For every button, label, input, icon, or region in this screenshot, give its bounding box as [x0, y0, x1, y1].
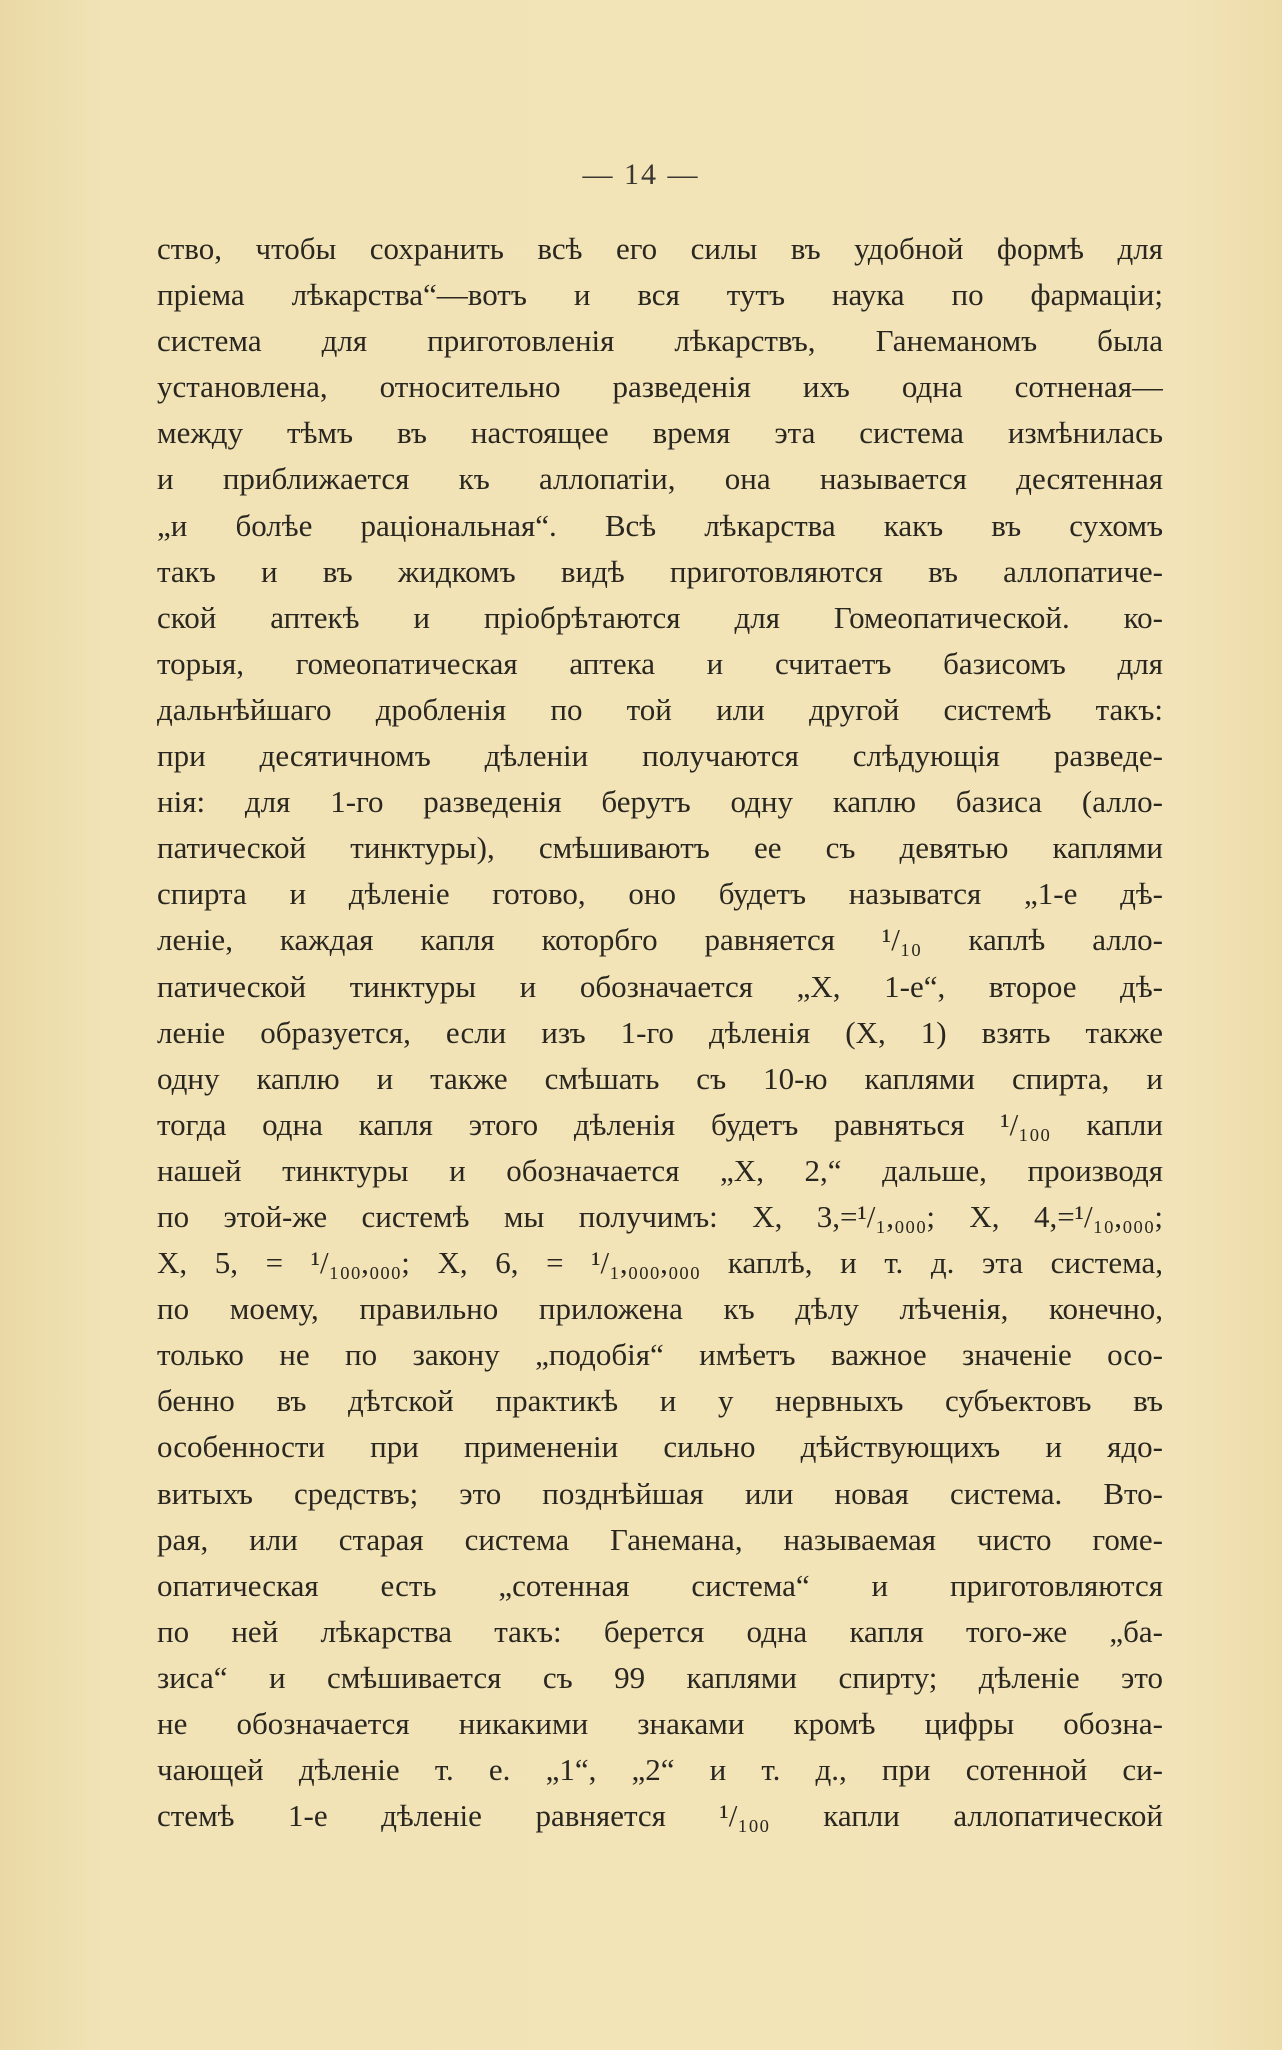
text-line: по ней лѣкарства такъ: берется одна капля того-же „ба-: [157, 1613, 1163, 1649]
text-line: такъ и въ жидкомъ видѣ приготовляются въ аллопатиче-: [157, 553, 1163, 589]
text-line: „и болѣе раціональная“. Всѣ лѣкарства какъ въ сухомъ: [157, 507, 1163, 543]
text-line: при десятичномъ дѣленіи получаются слѣдующія разведе-: [157, 738, 1163, 774]
text-line: установлена, относительно разведенія ихъ одна сотненая—: [157, 369, 1163, 405]
text-line: по моему, правильно приложена къ дѣлу лѣченія, конечно,: [157, 1291, 1163, 1327]
text-line: леніе образуется, если изъ 1-го дѣленія (X, 1) взять также: [157, 1014, 1163, 1050]
text-line: ской аптекѣ и пріобрѣтаются для Гомеопатической. ко-: [157, 599, 1163, 635]
text-line: рая, или старая система Ганемана, называемая чисто гоме-: [157, 1521, 1163, 1557]
body-text: [157, 226, 1163, 1839]
text-line: спирта и дѣленіе готово, оно будетъ называтся „1-е дѣ-: [157, 876, 1163, 912]
text-line: стемѣ 1-е дѣленіе равняется ¹/₁₀₀ капли аллопатической: [157, 1798, 1163, 1834]
text-line: не обозначается никакими знаками кромѣ цифры обозна-: [157, 1706, 1163, 1741]
text-line: чающей дѣленіе т. е. „1“, „2“ и т. д., при сотенной си-: [157, 1752, 1163, 1788]
text-line: опатическая есть „сотенная система“ и приготовляются: [157, 1567, 1163, 1603]
text-line: тогда одна капля этого дѣленія будетъ равняться ¹/₁₀₀ капли: [157, 1106, 1163, 1142]
page-number: — 14 —: [582, 158, 700, 191]
text-line: одну каплю и также смѣшать съ 10-ю каплями спирта, и: [157, 1060, 1163, 1096]
text-line: бенно въ дѣтской практикѣ и у нервныхъ субъектовъ въ: [157, 1383, 1163, 1419]
text-line: система для приготовленія лѣкарствъ, Ганеманомъ была: [157, 323, 1163, 359]
text-line: торыя, гомеопатическая аптека и считаетъ базисомъ для: [157, 645, 1163, 681]
text-line: патической тинктуры и обозначается „X, 1-е“, второе дѣ-: [157, 968, 1163, 1004]
text-line: зиса“ и смѣшивается съ 99 каплями спирту; дѣленіе это: [157, 1659, 1163, 1695]
text-line: пріема лѣкарства“—вотъ и вся тутъ наука по фармаціи;: [157, 277, 1163, 313]
text-line: нія: для 1-го разведенія берутъ одну каплю базиса (алло-: [157, 784, 1163, 820]
text-line: и приближается къ аллопатіи, она называется десятенная: [157, 461, 1163, 497]
text-line: только не по закону „подобія“ имѣетъ важное значеніе осо-: [157, 1337, 1163, 1373]
text-line: между тѣмъ въ настоящее время эта система измѣнилась: [157, 415, 1163, 451]
text-line: ство, чтобы сохранить всѣ его силы въ удобной формѣ для: [157, 231, 1163, 266]
text-line: особенности при примененіи сильно дѣйствующихъ и ядо-: [157, 1429, 1163, 1465]
text-line: нашей тинктуры и обозначается „X, 2,“ дальше, производя: [157, 1152, 1163, 1188]
text-line: леніе, каждая капля которбго равняется ¹/₁₀ каплѣ алло-: [157, 922, 1163, 958]
text-line: витыхъ средствъ; это позднѣйшая или новая система. Вто-: [157, 1475, 1163, 1511]
text-line: патической тинктуры), смѣшиваютъ ее съ девятью каплями: [157, 830, 1163, 866]
text-line: X, 5, = ¹/₁₀₀,₀₀₀; X, 6, = ¹/₁,₀₀₀,₀₀₀ каплѣ, и т. д. эта система,: [157, 1245, 1163, 1281]
text-line: дальнѣйшаго дробленія по той или другой системѣ такъ:: [157, 691, 1163, 727]
text-line: по этой-же системѣ мы получимъ: X, 3,=¹/₁,₀₀₀; X, 4,=¹/₁₀,₀₀₀;: [157, 1198, 1163, 1234]
